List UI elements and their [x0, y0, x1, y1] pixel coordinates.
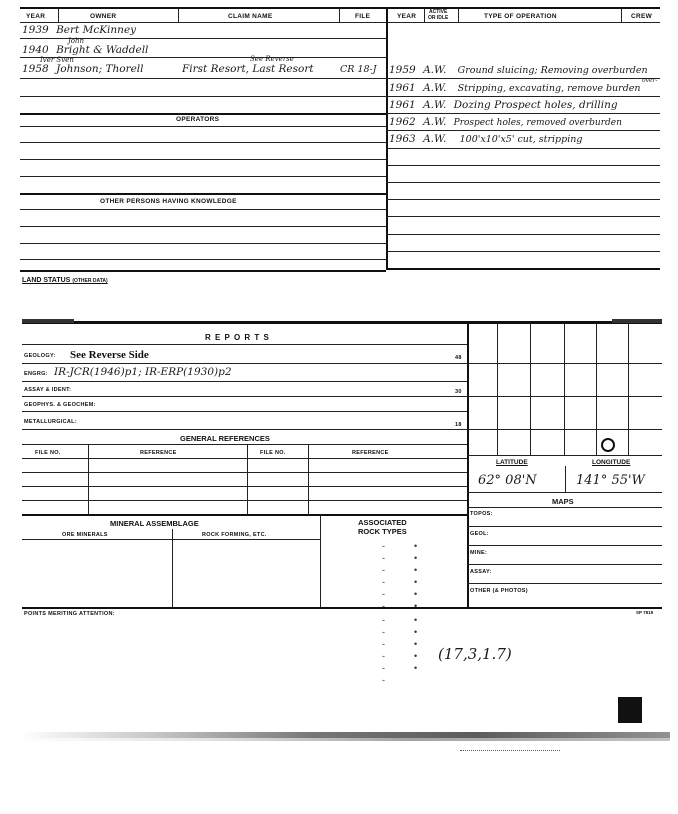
- engrg-label: ENGRG:: [24, 371, 48, 377]
- col-header-year: YEAR: [26, 13, 46, 20]
- col-header-file: FILE: [355, 13, 371, 20]
- engrg-value: IR-JCR(1946)p1; IR-ERP(1930)p2: [54, 366, 232, 378]
- operation-row-1: 1959 A.W. Ground sluicing; Removing overburden: [389, 64, 648, 76]
- geology-value: See Reverse Side: [70, 349, 149, 361]
- geology-label: GEOLOGY:: [24, 353, 56, 359]
- form-code: SP 7819: [636, 610, 654, 615]
- handwritten-note: (17,3,1.7): [438, 645, 512, 663]
- location-marker-icon: [601, 438, 615, 452]
- assay-label: ASSAY & IDENT:: [24, 387, 72, 393]
- col-header-active-or-idle: ACTIVE OR IDLE: [428, 9, 449, 21]
- knowledge-title: OTHER PERSONS HAVING KNOWLEDGE: [100, 198, 237, 205]
- operators-title: OPERATORS: [176, 116, 220, 123]
- claim-name-value: First Resort, Last Resort: [182, 63, 314, 75]
- owner-row-3: 1958 Johnson; Thorell: [22, 63, 144, 75]
- col-header-owner: OWNER: [90, 13, 117, 20]
- owner-row-1: 1939 Bert McKinney: [22, 24, 137, 36]
- reports-title: R E P O R T S: [205, 333, 270, 342]
- land-status-label: LAND STATUS (OTHER DATA): [22, 277, 108, 284]
- associated-rock-types: ASSOCIATED ROCK TYPES: [358, 518, 407, 536]
- operation-row-4: 1962 A.W. Prospect holes, removed overburden: [389, 116, 622, 128]
- col-header-type-of-operation: TYPE OF OPERATION: [484, 13, 557, 20]
- points-meriting-attention-label: POINTS MERITING ATTENTION:: [24, 611, 115, 617]
- longitude-label: LONGITUDE: [592, 459, 631, 466]
- operation-row-3: 1961 A.W. Dozing Prospect holes, drilling: [389, 99, 618, 111]
- latitude-value: 62° 08'N: [478, 473, 537, 488]
- operation-row-2: 1961 A.W. Stripping, excavating, remove burden: [389, 82, 641, 94]
- col-header-claim-name: CLAIM NAME: [228, 13, 273, 20]
- col-header-year-2: YEAR: [397, 13, 417, 20]
- owner-row-2: 1940 Bright & Waddell: [22, 44, 149, 56]
- operation-row-5: 1963 A.W. 100'x10'x5' cut, stripping: [389, 133, 583, 145]
- file-value: CR 18-J: [340, 64, 377, 75]
- general-references-title: GENERAL REFERENCES: [180, 434, 270, 443]
- maps-title: MAPS: [552, 497, 574, 506]
- col-header-crew: CREW: [631, 13, 653, 20]
- longitude-value: 141° 55'W: [576, 473, 645, 488]
- mineral-assemblage-title: MINERAL ASSEMBLAGE: [110, 519, 199, 528]
- metallurgical-label: METALLURGICAL:: [24, 419, 77, 425]
- geophys-label: GEOPHYS. & GEOCHEM:: [24, 402, 96, 408]
- latitude-label: LATITUDE: [496, 459, 528, 466]
